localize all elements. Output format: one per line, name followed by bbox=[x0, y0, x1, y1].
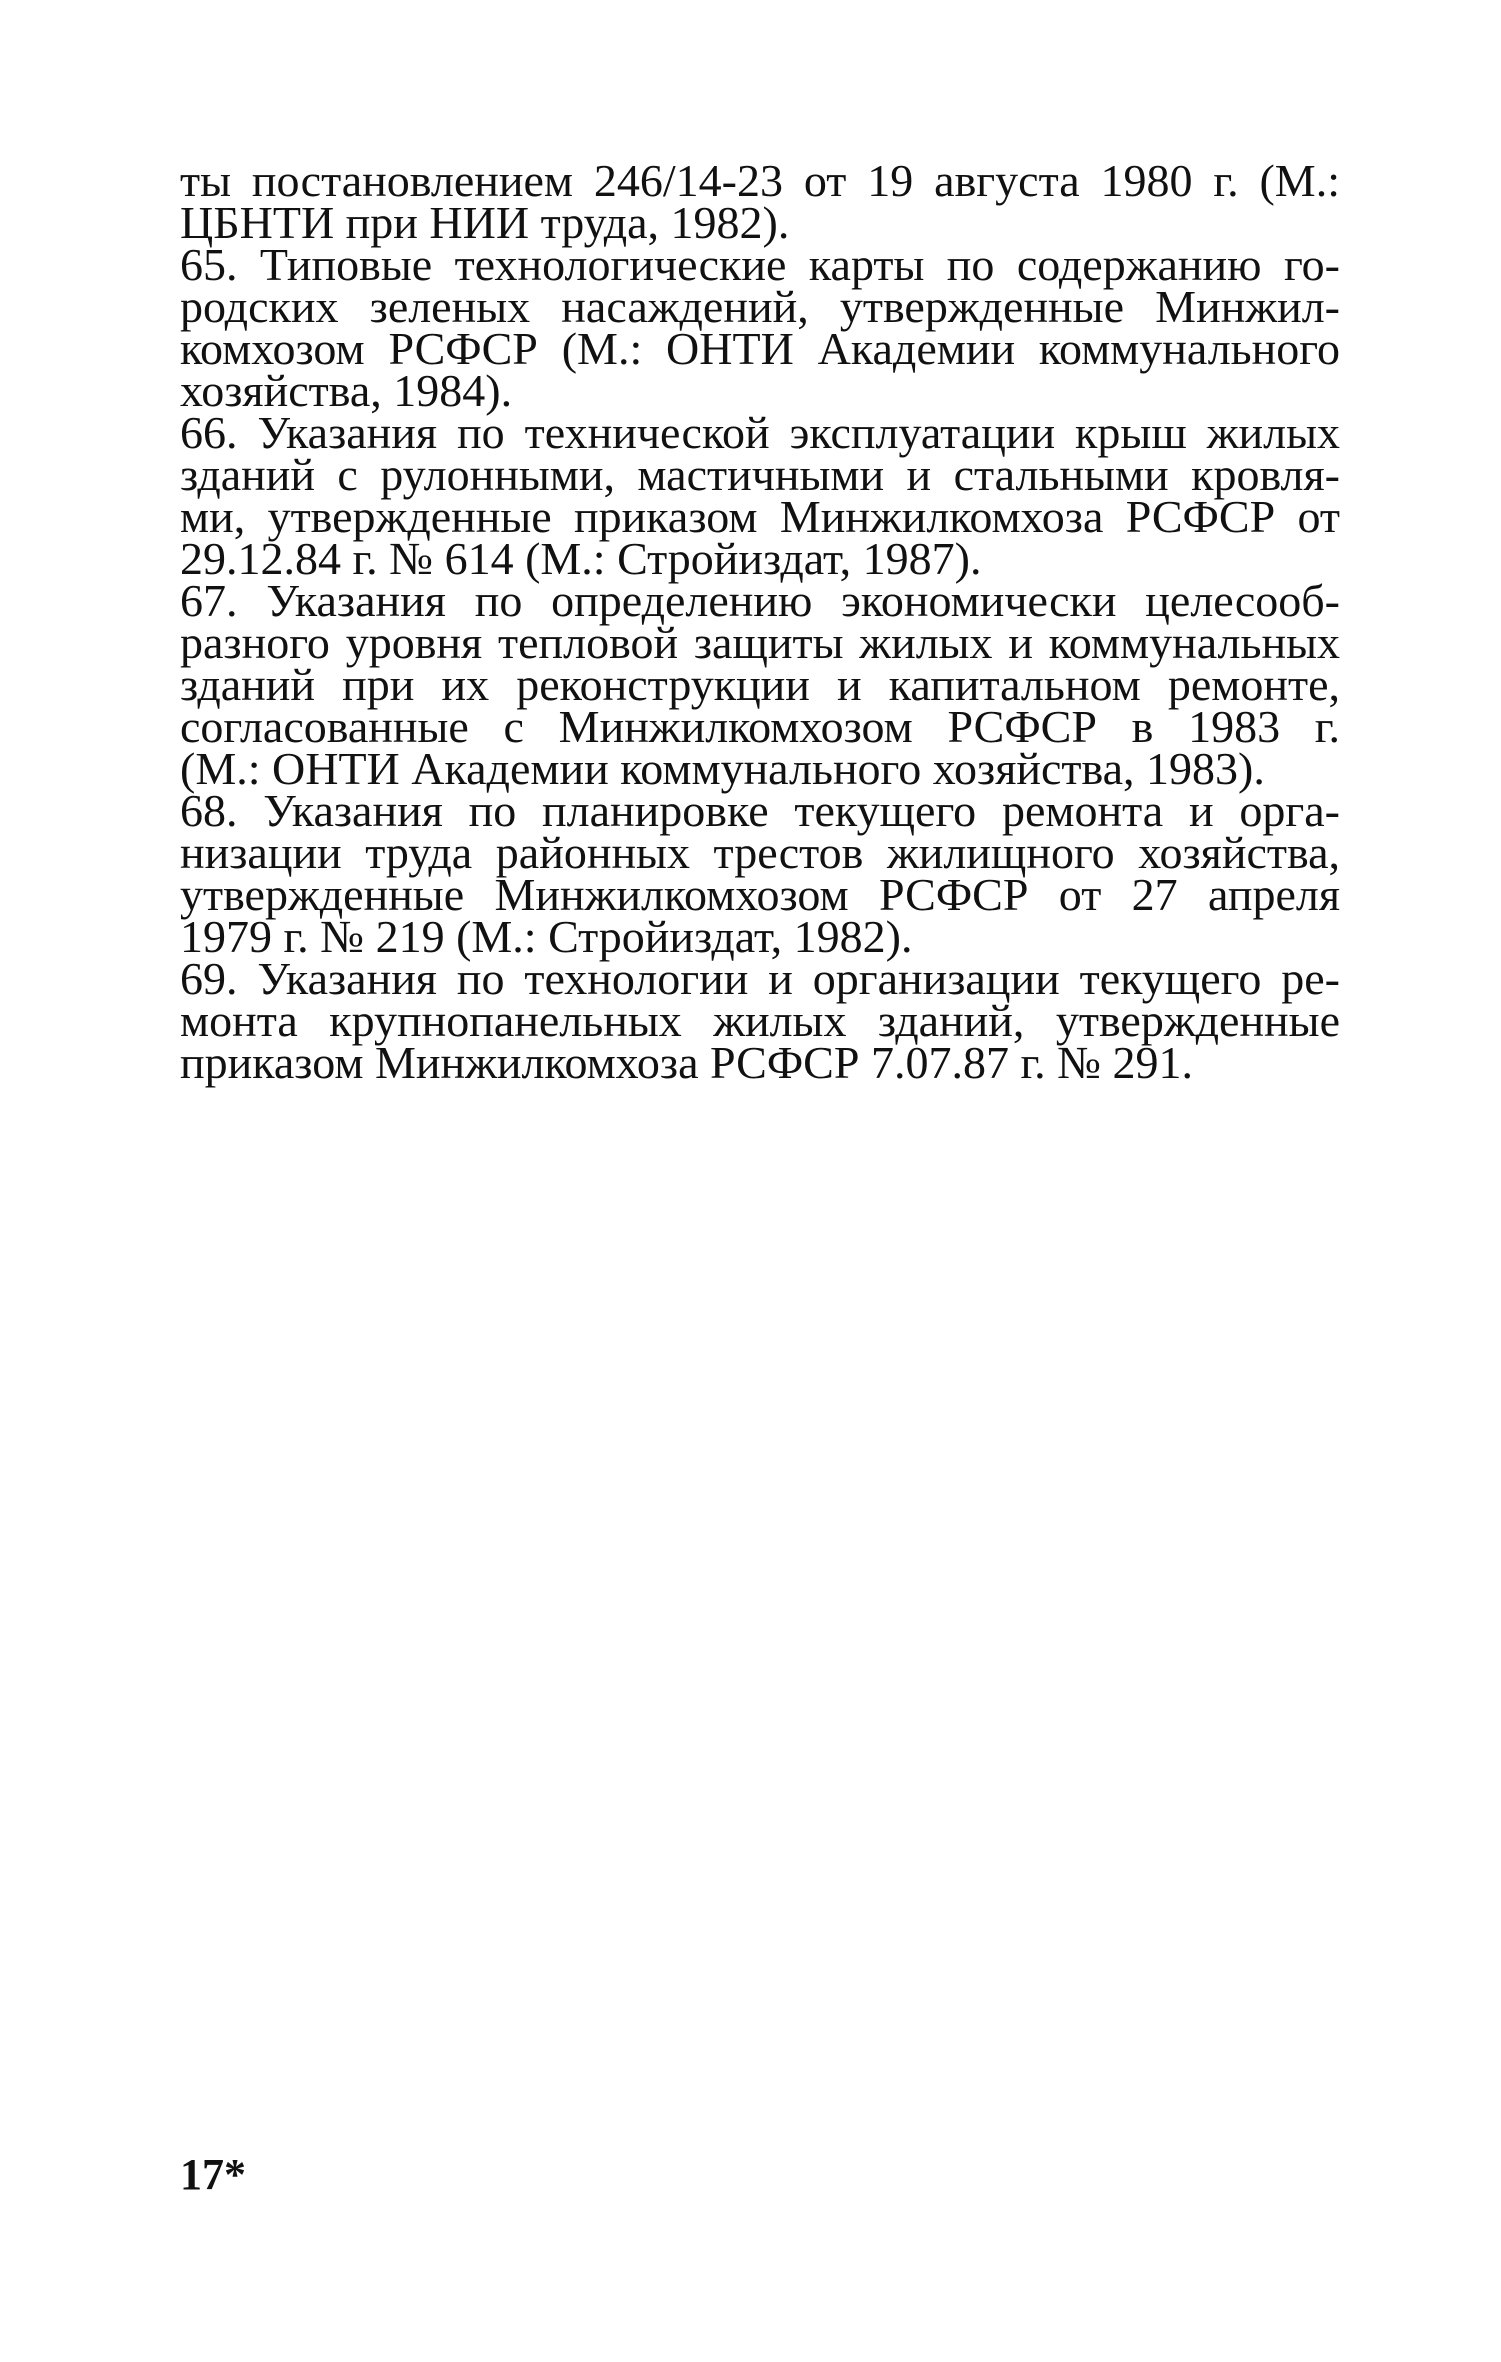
page-number: 17* bbox=[180, 2150, 246, 2199]
text-line: (М.: ОНТИ Академии коммунального хозяйства, 1983). bbox=[180, 743, 1265, 794]
text-line: комхозом РСФСР (М.: ОНТИ Академии коммунального bbox=[180, 323, 1340, 374]
text-line: хозяйства, 1984). bbox=[180, 365, 513, 416]
text-line: 29.12.84 г. № 614 (М.: Стройиздат, 1987). bbox=[180, 533, 982, 584]
text-line: зданий при их реконструкции и капитальном ремонте, bbox=[180, 659, 1340, 710]
text-line: 65. Типовые технологические карты по содержанию го- bbox=[180, 239, 1340, 290]
text-line: утвержденные Минжилкомхозом РСФСР от 27 апреля bbox=[180, 869, 1340, 920]
text-line: ты постановлением 246/14-23 от 19 августа 1980 г. (М.: bbox=[180, 155, 1340, 206]
text-line: 66. Указания по технической эксплуатации крыш жилых bbox=[180, 407, 1340, 458]
text-line: согласованные с Минжилкомхозом РСФСР в 1983 г. bbox=[180, 701, 1340, 752]
text-line: ми, утвержденные приказом Минжилкомхоза РСФСР от bbox=[180, 491, 1340, 542]
body-text bbox=[180, 155, 1340, 1088]
text-line: 1979 г. № 219 (М.: Стройиздат, 1982). bbox=[180, 911, 913, 962]
text-line: родских зеленых насаждений, утвержденные Минжил- bbox=[180, 281, 1340, 332]
text-line: ЦБНТИ при НИИ труда, 1982). bbox=[180, 197, 790, 248]
text-line: 69. Указания по технологии и организации текущего ре- bbox=[180, 953, 1340, 1004]
text-line: разного уровня тепловой защиты жилых и коммунальных bbox=[180, 617, 1340, 668]
text-line: 68. Указания по планировке текущего ремонта и орга- bbox=[180, 785, 1340, 836]
text-line: приказом Минжилкомхоза РСФСР 7.07.87 г. № 291. bbox=[180, 1037, 1194, 1088]
text-line: монта крупнопанельных жилых зданий, утвержденные bbox=[180, 995, 1340, 1046]
text-line: низации труда районных трестов жилищного хозяйства, bbox=[180, 827, 1340, 878]
text-line: зданий с рулонными, мастичными и стальными кровля- bbox=[180, 449, 1340, 500]
text-line: 67. Указания по определению экономически целесооб- bbox=[180, 575, 1340, 626]
